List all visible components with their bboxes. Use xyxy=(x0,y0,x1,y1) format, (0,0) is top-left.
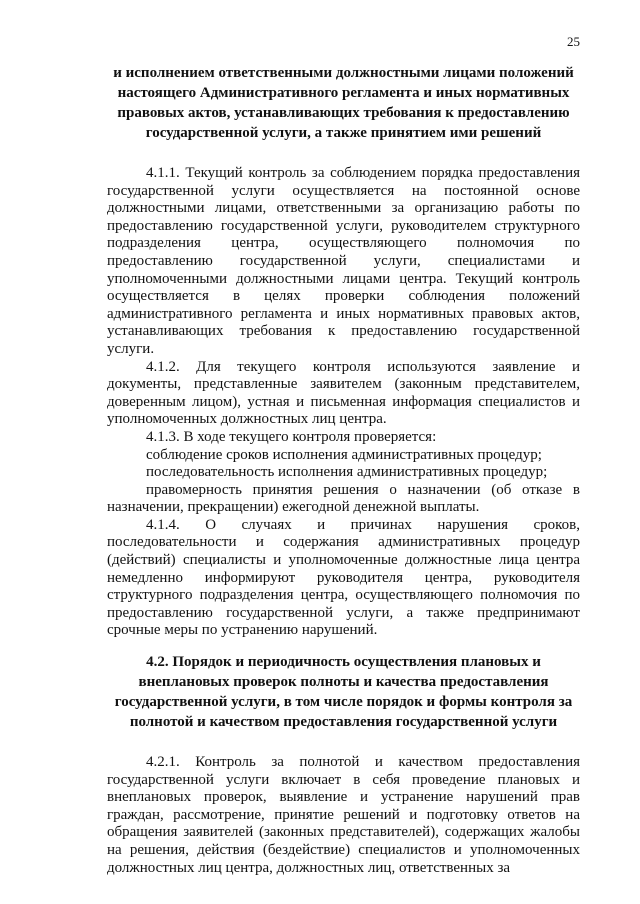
paragraph-4-1-4: 4.1.4. О случаях и причинах нарушения сроков, последовательности и содержания административных процедур (действий) специалисты и уполномоченные должностные лица центра немедленно информируют руководителя центра, руководителя структурного подразделения центра, осуществляющего полномочия по предоставлению государственной услуги, а также предпринимают срочные меры по устранению нарушений. xyxy=(107,516,580,639)
section-heading-continued: и исполнением ответственными должностными лицами положений настоящего Административного регламента и иных нормативных правовых актов, устанавливающих требования к предоставлению государственной услуги, а также принятием ими решений xyxy=(113,65,574,141)
list-item-deadlines: соблюдение сроков исполнения административных процедур; xyxy=(146,446,542,463)
paragraph-4-1-2: 4.1.2. Для текущего контроля используются заявление и документы, представленные заявителем (законным представителем, доверенным лицом), устная и письменная информация специалистов и уполномоченных должностных лиц центра. xyxy=(107,358,580,428)
list-item-sequence: последовательность исполнения административных процедур; xyxy=(146,464,548,481)
paragraph-4-1-1: 4.1.1. Текущий контроль за соблюдением порядка предоставления государственной услуги осуществляется на постоянной основе должностными лицами, ответственными за организацию работы по предоставлению государственной услуги, руководителем структурного подразделения центра, осуществляющего полномочия по предоставлению государственной услуги, специалистами и уполномоченными должностными лицами центра. Текущий контроль осуществляется в целях проверки соблюдения положений административного регламента и иных нормативных правовых актов, устанавливающих требования к предоставлению государственной услуги. xyxy=(107,165,580,357)
section-heading-4-2: 4.2. Порядок и периодичность осуществления плановых и внеплановых проверок полноты и качества предоставления государственной услуги, в том числе порядок и формы контроля за полнотой и качеством предоставления государственной услуги xyxy=(114,654,573,731)
page-number: 25 xyxy=(567,34,580,49)
paragraph-4-2-1: 4.2.1. Контроль за полнотой и качеством предоставления государственной услуги включает в себя проведение плановых и внеплановых проверок, выявление и устранение нарушений прав граждан, рассмотрение, принятие решений и подготовку ответов на обращения заявителей (законных представителей), содержащих жалобы на решения, действия (бездействие) специалистов и уполномоченных должностных лиц центра, должностных лиц, ответственных за xyxy=(107,754,580,876)
list-item-legality: правомерность принятия решения о назначении (об отказе в назначении, прекращении) ежегодной денежной выплаты. xyxy=(107,481,580,516)
document-body xyxy=(107,63,580,877)
paragraph-4-1-3: 4.1.3. В ходе текущего контроля проверяется: xyxy=(146,428,437,445)
